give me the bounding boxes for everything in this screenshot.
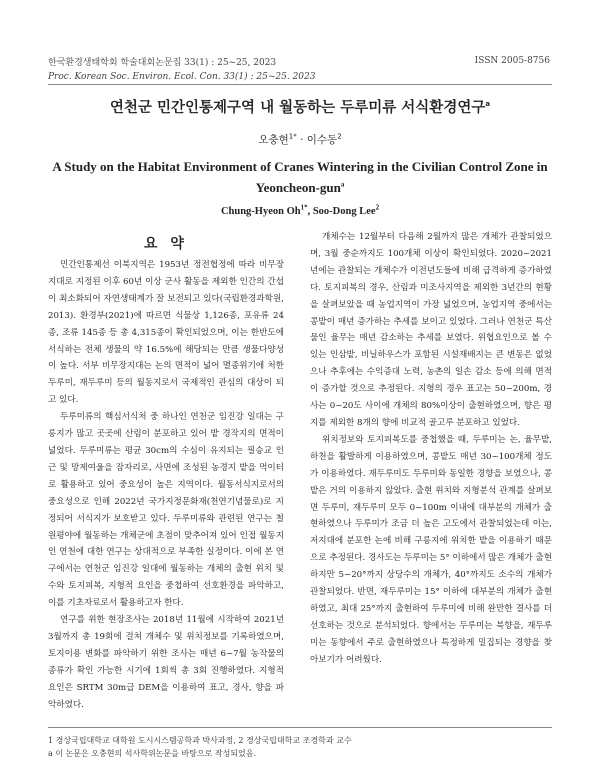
abstract-column-right [310, 229, 552, 669]
author-en-1: Chung-Hyeon Oh [220, 206, 301, 217]
journal-citation [48, 56, 315, 84]
issn: ISSN 2005-8756 [474, 56, 550, 66]
author-kr-1-sup: 1* [288, 132, 297, 141]
korean-title-text: 연천군 민간인통제구역 내 월동하는 두루미류 서식환경연구 [109, 100, 486, 116]
english-title [40, 156, 560, 198]
header-rule [48, 84, 552, 85]
abstract-paragraph: 위치정보와 토지피복도를 중첩했을 때, 두루미는 논, 율무밭, 하천을 활발하게 이용하였으며, 콩밭도 매년 30~100개체 정도가 이용하였다. 재두루미도 두루미와 동일한 경향을 보였으나, 콩밭은 거의 이용하지 않았다. 출현 위치와 지형분석 관계를 살펴보면 두루미, 재두루미 모두 0~100m 이내에 대부분의 개체가 출현하였으나 두루미가 조금 더 높은 고도에서 관찰되었는데 이는, 저지대에 분포한 논에 비해 구릉지에 위치한 밭을 이용하기 때문으로 추정된다. 경사도는 두루미는 5° 이하에서 많은 개체가 출현하지만 5~20°까지 상당수의 개체가, 40°까지도 소수의 개체가 관찰되었다. 반면, 재두루미는 15° 이하에 대부분의 개체가 출현하였고, 최대 25°까지 출현하여 두루미에 비해 완만한 결사를 더 선호하는 것으로 분석되었다. 향에서는 두루미는 북향을, 재두루미는 동향에서 주로 출현하였으나 특정하게 밀집되는 경향을 찾아보기가 어려웠다. [310, 434, 552, 665]
author-en-1-sup: 1* [300, 203, 308, 212]
korean-authors [0, 132, 600, 147]
footnote-thesis-note: a 이 논문은 오충현의 석사학위논문을 바탕으로 작성되었음. [48, 749, 257, 758]
author-en-2: Soo-Dong Lee [312, 206, 376, 217]
author-en-separator: , [307, 206, 313, 217]
abstract-heading: 요 약 [144, 236, 188, 252]
author-kr-2-sup: 2 [337, 132, 342, 141]
author-kr-1: 오충현 [258, 134, 289, 146]
english-title-line2-text: Yeoncheon-gun [255, 180, 341, 195]
english-title-line2 [40, 177, 560, 198]
journal-citation-korean: 한국환경생태학회 학술대회논문집 33(1) : 25~25, 2023 [48, 58, 277, 68]
footnotes [48, 734, 552, 760]
author-kr-2: 이수동 [306, 134, 338, 146]
author-separator: · [300, 134, 304, 146]
abstract-paragraph: 두루미류의 핵심서식처 중 하나인 연천군 임진강 일대는 구릉지가 많고 곳곳에 산림이 분포하고 있어 밭 경작지의 면적이 넓었다. 두루미류는 평균 30cm의 수심이 유지되는 필승교 인근 및 망제여울을 잠자리로, 사면에 조성된 농경지 밭을 먹이터로 활용하고 있어 중요성이 높은 지역이다. 월동서식지로서의 중요성으로 인해 2022년 국가지정문화재(천연기념물로)로 지정되어 서식지가 보호받고 있다. 두루미류와 관련된 연구는 철원평야에 월동하는 개체군에 초점이 맞추어져 있어 인접 월동지인 연천에 대한 연구는 상대적으로 부족한 실정이다. 이에 본 연구에서는 연천군 임진강 일대에 월동하는 개체의 출현 위치 및 수와 토지피복, 지형적 요인을 중첩하여 선호환경을 파악하고, 이를 기초자료로서 활용하고자 한다. [48, 412, 284, 609]
journal-citation-english: Proc. Korean Soc. Environ. Ecol. Con. 33(1) : 25~25. 2023 [48, 72, 316, 82]
abstract-paragraph: 연구를 위한 현장조사는 2018년 11월에 시작하여 2021년 3월까지 총 19회에 걸쳐 개체수 및 위치정보를 기록하였으며, 토지이용 변화를 파악하기 위한 조사는 매년 6~7월 농작물의 종류가 확인 가능한 시기에 1회씩 총 3회 진행하였다. 지형적 요인은 SRTM 30m급 DEM을 이용하여 표고, 경사, 향을 파악하였다. [48, 615, 284, 710]
footnote-affiliations: 1 경상국립대학교 대학원 도시시스템공학과 박사과정, 2 경상국립대학교 조경학과 교수 [48, 736, 352, 745]
author-en-2-sup: 2 [375, 203, 380, 212]
english-title-line1: A Study on the Habitat Environment of Cranes Wintering in the Civilian Control Zone in [52, 159, 548, 174]
abstract-paragraph: 민간인통제선 이북지역은 1953년 정전협정에 따라 비무장지대로 지정된 이후 60년 이상 군사 활동을 제외한 인간의 간섭이 최소화되어 자연생태계가 잘 보전되고 있다(국립환경과학원, 2013). 환경부(2021)에 따르면 식물상 1,126종, 포유류 24종, 조류 145종 등 총 4,315종이 확인되었으며, 이는 한반도에 서식하는 전체 생물의 약 16.5%에 해당되는 만큼 생물다양성이 높다. 서부 비무장지대는 논의 면적이 넓어 멸종위기에 처한 두루미, 재두루미 등의 월동지로서 국제적인 관심의 대상이 되고 있다. [48, 260, 284, 406]
abstract-paragraph: 개체수는 12월부터 다음해 2월까지 많은 개체가 관찰되었으며, 3월 중순까지도 100개체 이상이 확인되었다. 2020~2021년에는 관찰되는 개체수가 이전년도들에 비해 급격하게 증가하였다. 토지피복의 경우, 산림과 미조사지역을 제외한 3년간의 현황을 살펴보았을 때 농업지역이 가장 넓었으며, 농업지역 중에서는 콩밭이 매년 증가하는 추세를 보이고 있었다. 그러나 연천군 특산물인 율무는 매년 감소하는 추세를 보였다. 위협요인으로 볼 수 있는 인삼밭, 비닐하우스가 포함된 시설재배지는 큰 변동은 없었으나 추후에는 수익증대 노력, 농촌의 일손 감소 등에 의해 면적이 증가할 것으로 추정된다. 지형의 경우 표고는 50~200m, 경사는 0~20도 사이에 개체의 80%이상이 출현하였으며, 향은 평지를 제외한 8개의 향에 비교적 골고루 분포하고 있었다. [310, 232, 552, 428]
abstract-column-left [48, 257, 284, 713]
korean-title-sup: a [485, 100, 491, 109]
korean-title [0, 96, 600, 117]
english-title-sup: a [340, 180, 345, 189]
english-authors [0, 203, 600, 217]
footnote-rule [48, 727, 552, 728]
